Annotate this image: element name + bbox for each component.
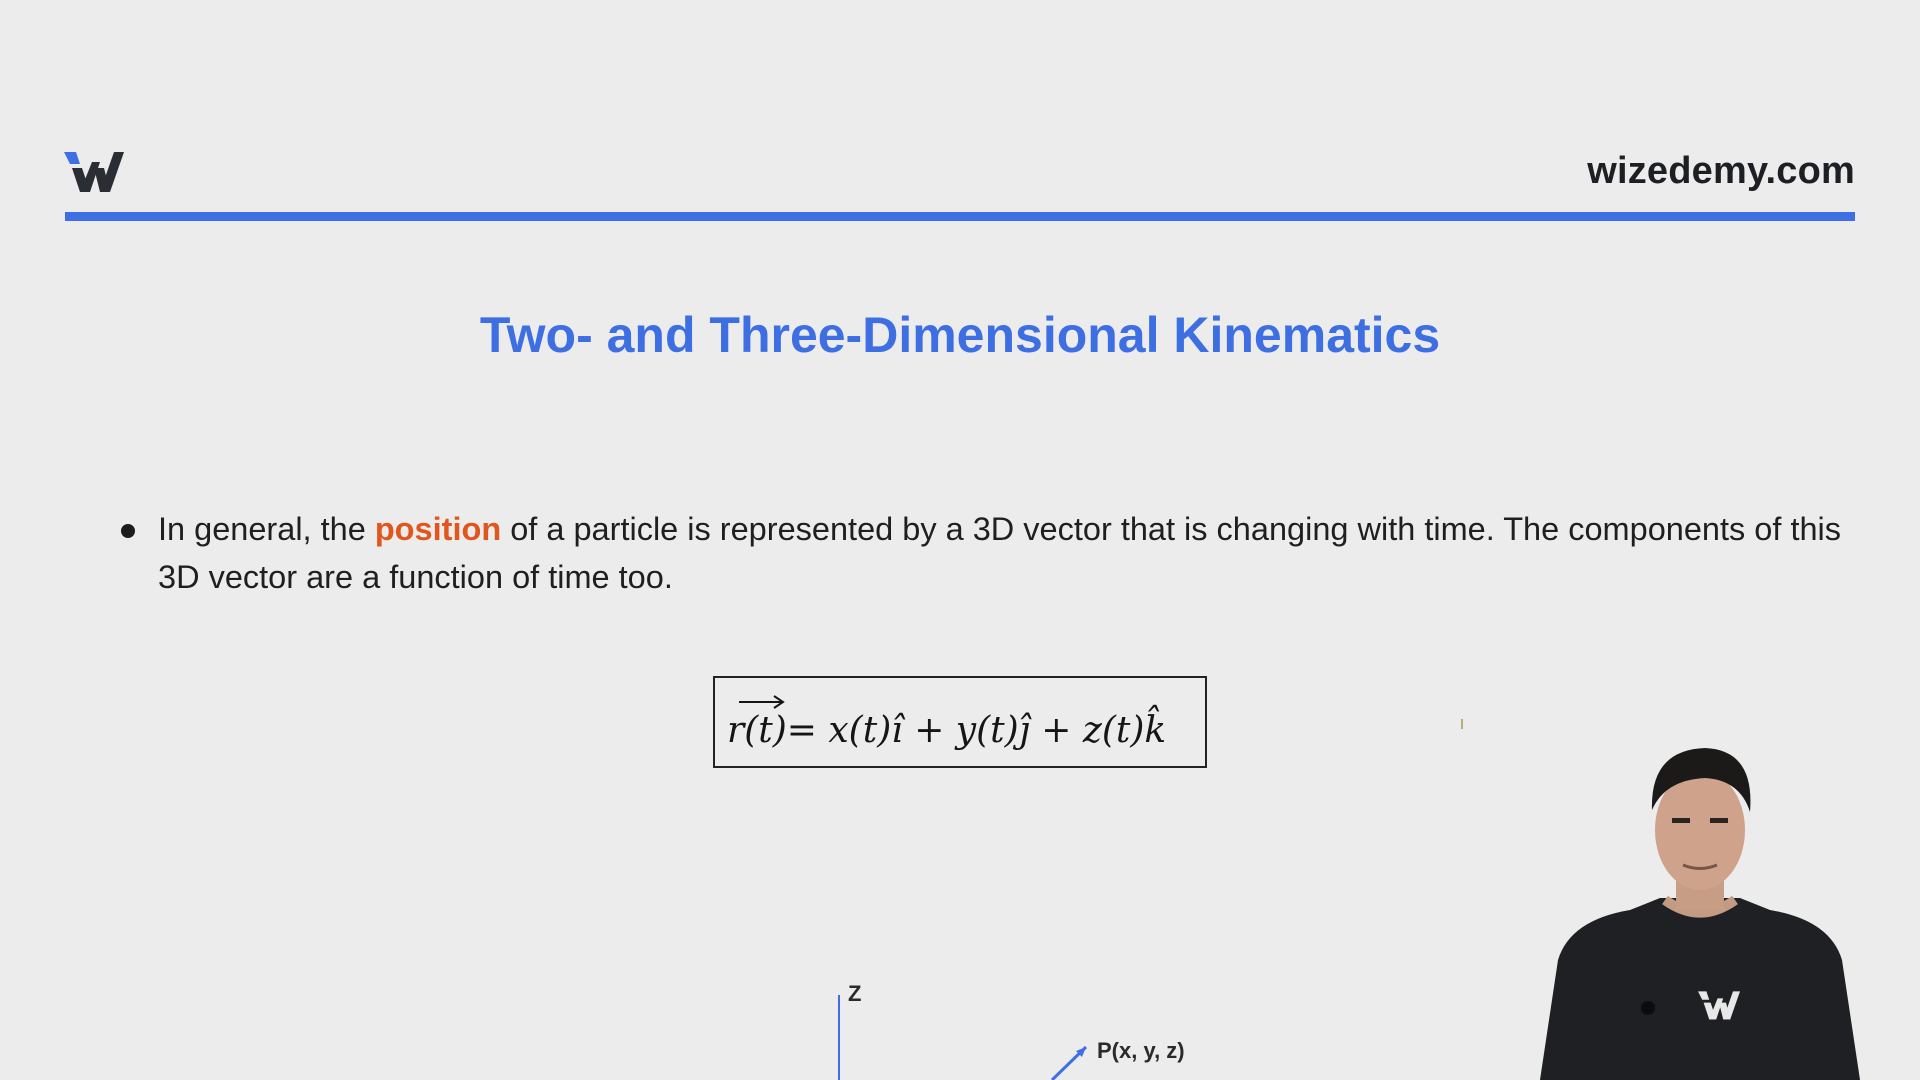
position-vector-formula: r(t)= x(t)î + y(t)ĵ + z(t)k̂ [727, 710, 1167, 751]
slide-title: Two- and Three-Dimensional Kinematics [479, 307, 1441, 363]
bullet-text-end: of a particle is represented by a 3D vector that is changing with time. The components of this 3D vector are a function of time too. [158, 511, 1842, 595]
bullet-text [158, 505, 1858, 601]
coordinate-axes [820, 985, 1120, 1080]
bullet-text-start: In general, the [158, 511, 375, 547]
vector-arrow-icon [737, 688, 787, 710]
presenter-video [1500, 720, 1900, 1080]
wizedemy-w-logo-icon [64, 150, 128, 194]
highlight-position: position [374, 511, 502, 547]
point-p-label: P(x, y, z) [1097, 1038, 1185, 1063]
formula-box [713, 676, 1207, 768]
z-axis-label: Z [848, 981, 862, 1006]
header-divider [65, 212, 1855, 221]
decorative-tick [1461, 719, 1463, 729]
site-url: wizedemy.com [1587, 150, 1855, 192]
bullet-dot [121, 524, 135, 538]
